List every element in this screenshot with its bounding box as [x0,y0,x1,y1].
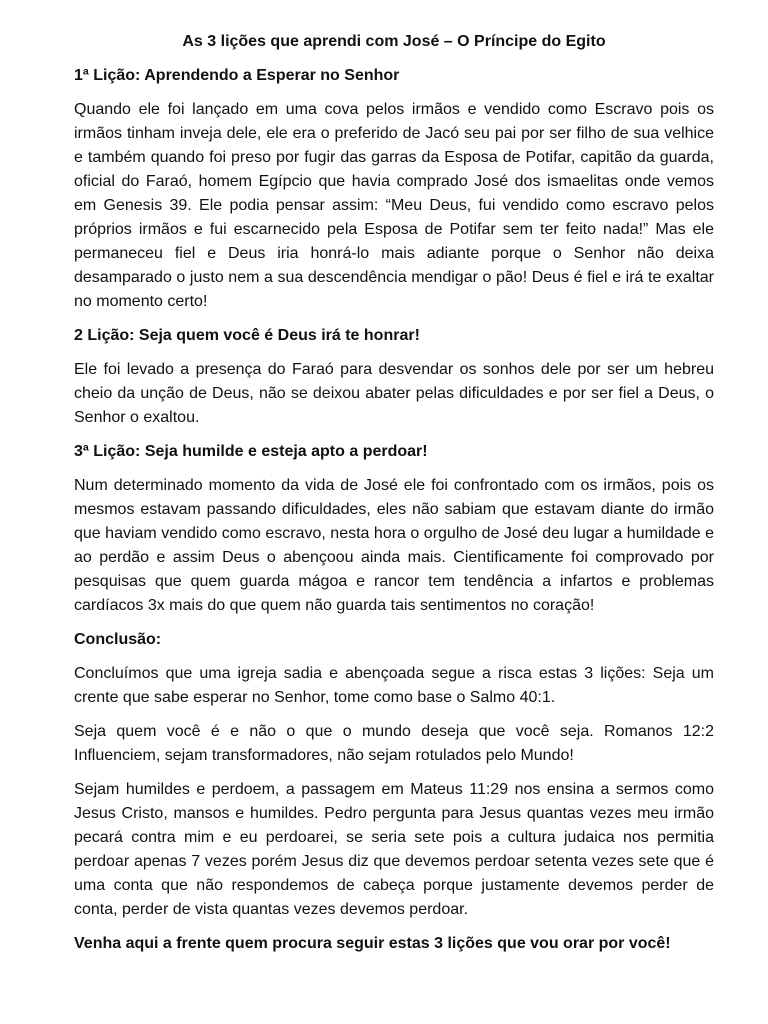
conclusion-paragraph-1: Concluímos que uma igreja sadia e abençoada segue a risca estas 3 lições: Seja um crente que sabe esperar no Senhor, tome como base o Salmo 40:1. [74,665,714,706]
section-1-paragraph-1: Quando ele foi lançado em uma cova pelos irmãos e vendido como Escravo pois os irmãos tinham inveja dele, ele era o preferido de Jacó seu pai por ser filho de sua velhice e também quando foi preso por fugir das garras da Esposa de Potifar, capitão da guarda, oficial do Faraó, homem Egípcio que havia comprado José dos ismaelitas onde vemos em Genesis 39. Ele podia pensar assim: “Meu Deus, fui vendido como escravo pelos próprios irmãos e fui escarnecido pela Esposa de Potifar sem ter feito nada!” Mas ele permaneceu fiel e Deus iria honrá-lo mais adiante porque o Senhor não deixa desamparado o justo nem a sua descendência mendigar o pão! Deus é fiel e irá te exaltar no momento certo! [74,101,714,310]
closing-call: Venha aqui a frente quem procura seguir estas 3 lições que vou orar por você! [74,935,671,952]
conclusion-paragraph-3: Sejam humildes e perdoem, a passagem em Mateus 11:29 nos ensina a sermos como Jesus Cristo, mansos e humildes. Pedro pergunta para Jesus quantas vezes meu irmão pecará contra mim e eu perdoarei, se seria sete pois a cultura judaica nos permitia perdoar apenas 7 vezes porém Jesus diz que devemos perdoar setenta vezes sete que é uma conta que não respondemos de cabeça porque justamente devemos perder de conta, perder de vista quantas vezes devemos perdoar. [74,781,714,918]
document-page [74,30,714,956]
section-3-paragraph-1: Num determinado momento da vida de José ele foi confrontado com os irmãos, pois os mesmos estavam passando dificuldades, eles não sabiam que estavam diante do irmão que haviam vendido como escravo, nesta hora o orgulho de José deu lugar a humildade e ao perdão e assim Deus o abençoou ainda mais. Cientificamente foi comprovado por pesquisas que quem guarda mágoa e rancor tem tendência a infartos e problemas cardíacos 3x mais do que quem não guarda tais sentimentos no coração! [74,477,714,614]
conclusion-paragraph-2: Seja quem você é e não o que o mundo deseja que você seja. Romanos 12:2 Influenciem, sejam transformadores, não sejam rotulados pelo Mundo! [74,723,714,764]
section-heading-1: 1ª Lição: Aprendendo a Esperar no Senhor [74,67,400,84]
section-heading-3: 3ª Lição: Seja humilde e esteja apto a perdoar! [74,443,428,460]
section-2-paragraph-1: Ele foi levado a presença do Faraó para desvendar os sonhos dele por ser um hebreu cheio da unção de Deus, não se deixou abater pelas dificuldades e por ser fiel a Deus, o Senhor o exaltou. [74,361,714,426]
section-heading-2: 2 Lição: Seja quem você é Deus irá te honrar! [74,327,420,344]
section-heading-conclusion: Conclusão: [74,631,162,648]
document-title: As 3 lições que aprendi com José – O Príncipe do Egito [182,33,606,50]
